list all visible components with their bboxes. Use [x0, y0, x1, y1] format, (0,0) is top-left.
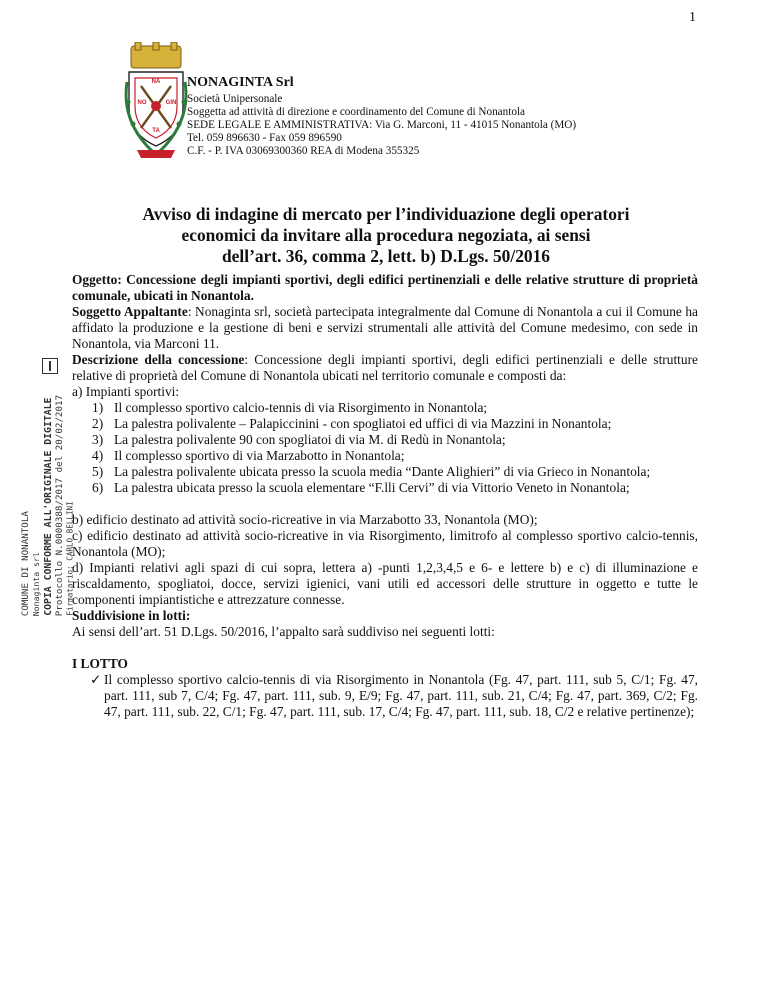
- list-item: [72, 464, 698, 480]
- list-item-number: 1): [92, 400, 104, 415]
- company-line-type: Società Unipersonale: [187, 93, 283, 105]
- descrizione-label: Descrizione della concessione: [72, 352, 245, 367]
- company-line-address: SEDE LEGALE E AMMINISTRATIVA: Via G. Marconi, 11 - 41015 Nonantola (MO): [187, 119, 577, 131]
- list-item: [72, 432, 698, 448]
- list-item: [72, 480, 698, 496]
- list-item-text: La palestra polivalente 90 con spogliatoi di via M. di Redù in Nonantola;: [114, 432, 506, 447]
- letterhead: [123, 42, 683, 172]
- stamp-line-comune: COMUNE DI NONANTOLA: [19, 510, 31, 616]
- paragraph-c: c) edificio destinato ad attività socio-ricreative in via Risorgimento, limitrofo al complesso sportivo calcio-tennis, Nonantola (MO);: [72, 528, 698, 559]
- logo-text-no: NO: [137, 100, 147, 106]
- impianti-heading: a) Impianti sportivi:: [72, 384, 180, 399]
- checkmark-icon: ✓: [90, 672, 102, 687]
- list-item-text: La palestra polivalente ubicata presso la scuola media “Dante Alighieri” di via Grieco in Nonantola;: [114, 464, 651, 479]
- title-line-2: economici da invitare alla procedura negoziata, ai sensi: [181, 225, 591, 245]
- company-info: [187, 76, 687, 158]
- stamp-line-copy: COPIA CONFORME ALL'ORIGINALE DIGITALE: [43, 397, 55, 616]
- lotti-section: [72, 608, 698, 640]
- stamp-line-signer: Firmatario: CARLO BELLINI: [65, 501, 75, 616]
- impianti-section: [72, 384, 698, 496]
- lotto-1-section: [72, 656, 698, 720]
- soggetto-text: : Nonaginta srl, società partecipata integralmente dal Comune di Nonantola a cui il Comune ha affidato la produzione e la gestione di beni e servizi strumentali alle attività del Comune medesimo, con sede in Nonantola, via Marconi 11.: [72, 304, 698, 351]
- company-line-tax-id: C.F. - P. IVA 03069300360 REA di Modena 355325: [187, 145, 420, 157]
- lotto-1-text: Il complesso sportivo calcio-tennis di via Risorgimento in Nonantola (Fg. 47, part. 111, sub 5, C/1; Fg. 47, part. 111, sub 7, C/4; Fg. 47, part. 111, sub. 9, E/9; Fg. 47, part. 111, sub. 21, C/4; Fg. 47, part. 369, C/2; Fg. 47, part. 111, sub. 22, C/1; Fg. 47, part. 111, sub. 17, C/4; Fg. 47, part. 111, sub. 18, C/2 e relative pertinenze);: [104, 672, 698, 719]
- stamp-line-protocol: Protocollo N.0000388/2017 del 20/02/2017: [53, 394, 65, 616]
- list-item-number: 2): [92, 416, 104, 431]
- descrizione-paragraph: [72, 352, 698, 384]
- list-item-number: 6): [92, 480, 104, 495]
- company-line-direction: Soggetta ad attività di direzione e coordinamento del Comune di Nonantola: [187, 106, 526, 118]
- oggetto-paragraph: Oggetto: Concessione degli impianti sportivi, degli edifici pertinenziali e delle relative strutture di proprietà comunale, ubicati in Nonantola.: [72, 272, 698, 303]
- soggetto-paragraph: [72, 304, 698, 352]
- company-name: NONAGINTA Srl: [187, 75, 294, 90]
- lotti-heading: Suddivisione in lotti:: [72, 608, 191, 623]
- list-item: [72, 448, 698, 464]
- list-item-text: La palestra polivalente – Palapiccinini - con spogliatoi ed uffici di via Mazzini in Nonantola;: [114, 416, 612, 431]
- list-item-number: 4): [92, 448, 104, 463]
- list-item: [72, 400, 698, 416]
- list-item-text: Il complesso sportivo di via Marzabotto in Nonantola;: [114, 448, 405, 463]
- lotto-1-item: [72, 672, 698, 720]
- list-item: [72, 416, 698, 432]
- logo-text-gin: GIN: [165, 100, 177, 106]
- list-item-text: Il complesso sportivo calcio-tennis di via Risorgimento in Nonantola;: [114, 400, 488, 415]
- logo-text-ta: TA: [152, 128, 160, 134]
- page-number: 1: [689, 10, 696, 25]
- document-body: [72, 272, 698, 720]
- list-item-number: 3): [92, 432, 104, 447]
- paragraph-b: b) edificio destinato ad attività socio-ricreative in via Marzabotto 33, Nonantola (MO);: [72, 512, 538, 527]
- list-item-text: La palestra ubicata presso la scuola elementare “F.lli Cervi” di via Vittorio Veneto in Nonantola;: [114, 480, 630, 495]
- protocol-stamp: [18, 368, 75, 616]
- paragraph-d: d) Impianti relativi agli spazi di cui sopra, lettera a) -punti 1,2,3,4,5 e 6- e lettere b) e c) di illuminazione e riscaldamento, spogliatoi, docce, servizi igienici, vani utili ed accessori delle strutture in oggetto e tutte le componenti impiantistiche e attrezzature connesse.: [72, 560, 698, 607]
- stamp-box-icon: [42, 358, 58, 374]
- document-title: [72, 204, 700, 267]
- title-line-1: Avviso di indagine di mercato per l’individuazione degli operatori: [142, 204, 630, 224]
- lotti-text: Ai sensi dell’art. 51 D.Lgs. 50/2016, l’appalto sarà suddiviso nei seguenti lotti:: [72, 624, 495, 639]
- stamp-line-company: Nonaginta srl: [30, 551, 41, 616]
- company-line-phone: Tel. 059 896630 - Fax 059 896590: [187, 132, 342, 144]
- descrizione-text: : Concessione degli impianti sportivi, degli edifici pertinenziali e delle strutture relative di proprietà del Comune di Nonantola ubicati nel territorio comunale e composti da:: [72, 352, 699, 383]
- lotto-1-heading: I LOTTO: [72, 656, 128, 671]
- logo-text-na: NA: [151, 79, 161, 85]
- list-item-number: 5): [92, 464, 104, 479]
- impianti-list: [72, 400, 698, 496]
- municipal-crest-logo: [123, 42, 189, 166]
- soggetto-label: Soggetto Appaltante: [72, 304, 188, 319]
- title-line-3: dell’art. 36, comma 2, lett. b) D.Lgs. 50/2016: [222, 246, 550, 266]
